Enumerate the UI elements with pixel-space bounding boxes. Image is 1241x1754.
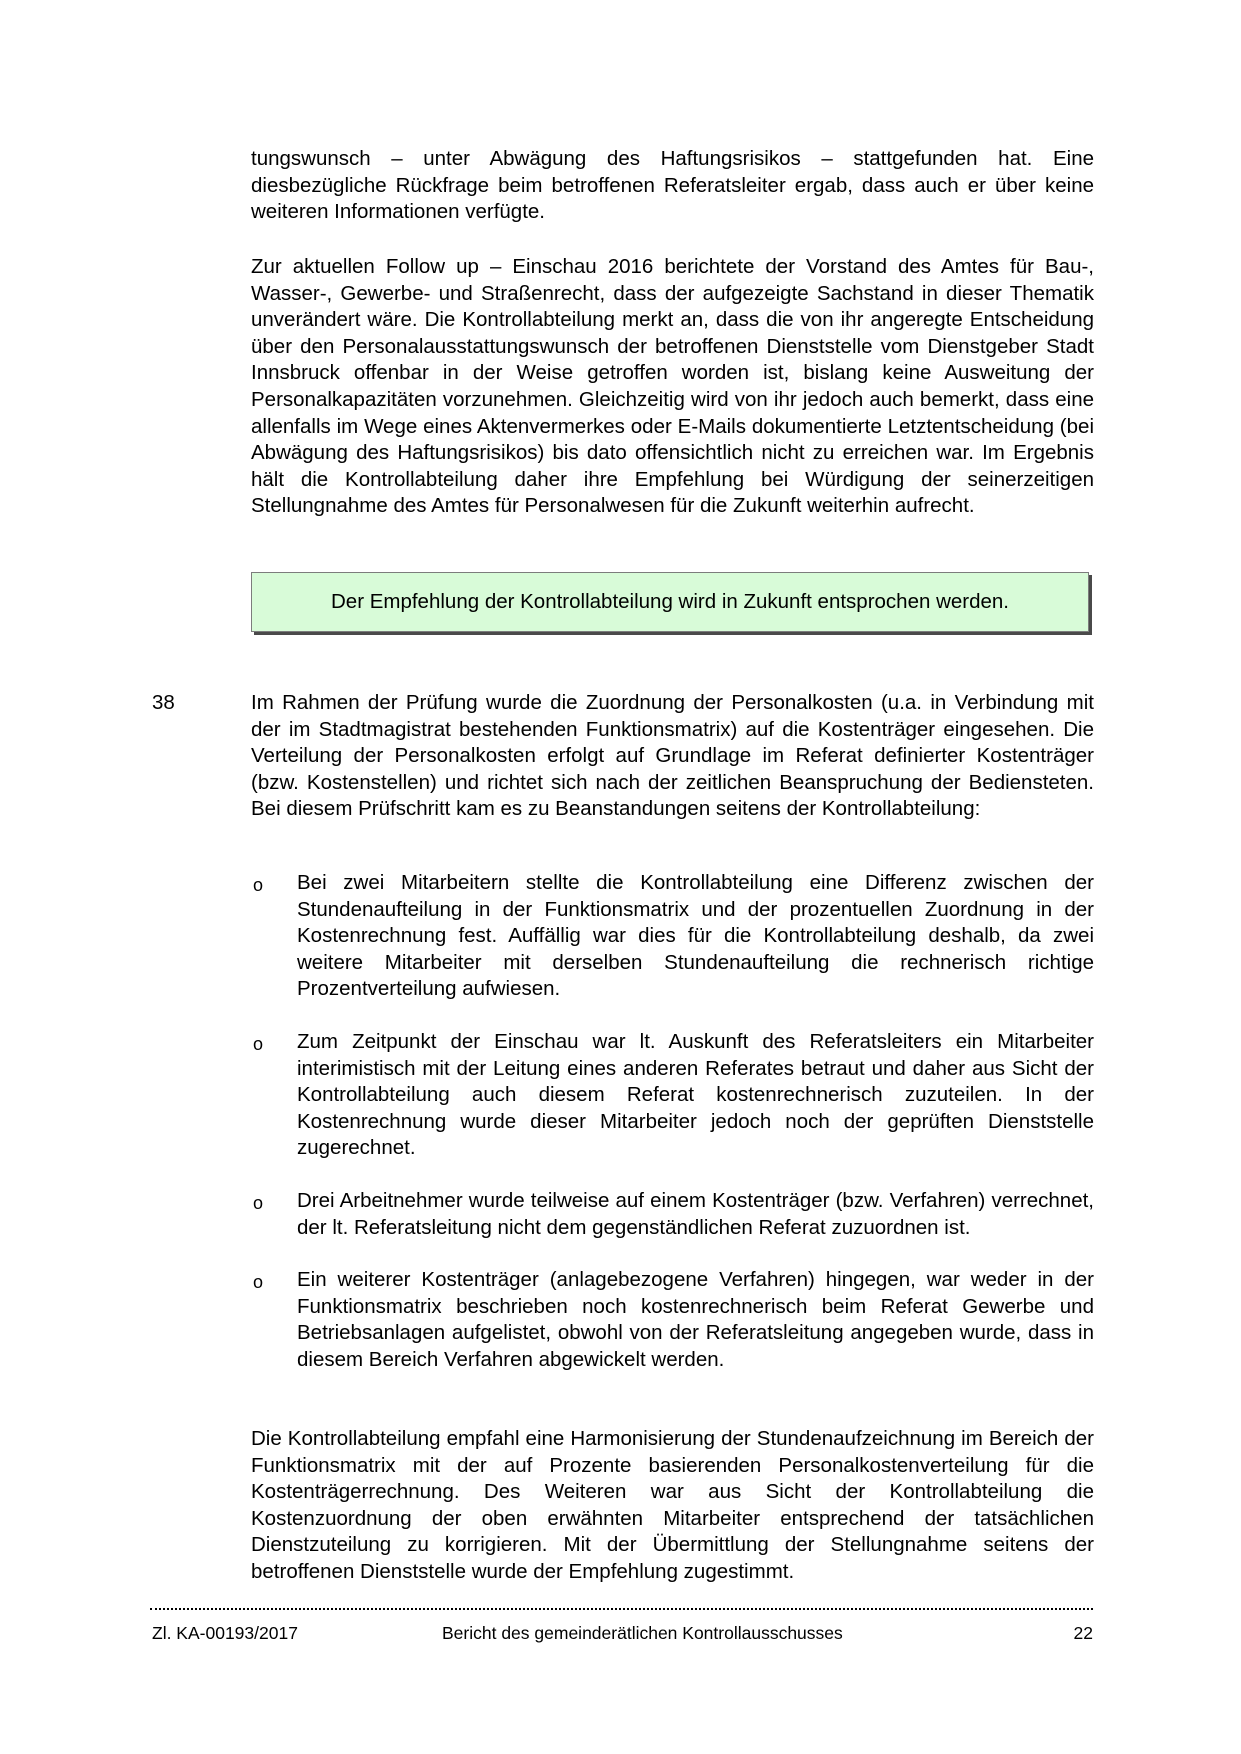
paragraph-section-38: Im Rahmen der Prüfung wurde die Zuordnung der Personalkosten (u.a. in Verbindung mit der im Stadtmagistrat bestehenden Funktionsmatrix) auf die Kostenträger eingesehen. Die Verteilung der Personalkosten erfolgt auf Grundlage im Referat definierter Kostenträger (bzw. Kostenstellen) und richtet sich nach der zeitlichen Beanspruchung der Bediensteten. Bei diesem Prüfschritt kam es zu Beanstandungen seitens der Kontrollabteilung: <box>251 691 1094 821</box>
footer-divider <box>150 1608 1093 1610</box>
bullet-text: Drei Arbeitnehmer wurde teilweise auf einem Kostenträger (bzw. Verfahren) verrechnet, der lt. Referatsleitung nicht dem gegenständlichen Referat zuzuordnen ist. <box>297 1188 1094 1239</box>
paragraph-intro: tungswunsch – unter Abwägung des Haftungsrisikos – stattgefunden hat. Eine diesbezügliche Rückfrage beim betroffenen Referatsleiter ergab, dass auch er über keine weiteren Informationen verfügte. <box>251 147 1094 224</box>
footer-title: Bericht des gemeinderätlichen Kontrollausschusses <box>442 1623 843 1643</box>
bullet-item <box>251 870 1094 1003</box>
recommendation-box <box>251 572 1089 632</box>
bullet-item <box>251 1029 1094 1162</box>
paragraph-closing: Die Kontrollabteilung empfahl eine Harmonisierung der Stundenaufzeichnung im Bereich der Funktionsmatrix mit der auf Prozente basierenden Personalkostenverteilung für die Kostenträgerrechnung. Des Weiteren war aus Sicht der Kontrollabteilung die Kostenzuordnung der oben erwähnten Mitarbeiter entsprechend der tatsächlichen Dienstzuteilung zu korrigieren. Mit der Übermittlung der Stellungnahme seitens der betroffenen Dienststelle wurde der Empfehlung zugestimmt. <box>251 1427 1094 1583</box>
paragraph-follow-up: Zur aktuellen Follow up – Einschau 2016 berichtete der Vorstand des Amtes für Bau-, Wasser-, Gewerbe- und Straßenrecht, dass der aufgezeigte Sachstand in dieser Thematik unverändert wäre. Die Kontrollabteilung merkt an, dass die von ihr angeregte Entscheidung über den Personalausstattungswunsch der betroffenen Dienststelle vom Dienstgeber Stadt Innsbruck offenbar in der Weise getroffen worden ist, bislang keine Ausweitung der Personalkapazitäten vorzunehmen. Gleichzeitig wird von ihr jedoch auch bemerkt, dass eine allenfalls im Wege eines Aktenvermerkes oder E-Mails dokumentierte Letztentscheidung (bei Abwägung des Haftungsrisikos) bis dato offensichtlich nicht zu erreichen war. Im Ergebnis hält die Kontrollabteilung daher ihre Empfehlung bei Würdigung der seinerzeitigen Stellungnahme des Amtes für Personalwesen für die Zukunft weiterhin aufrecht. <box>251 255 1094 518</box>
bullet-marker: o <box>253 1033 264 1054</box>
bullet-item <box>251 1267 1094 1373</box>
bullet-item <box>251 1188 1094 1241</box>
section-number: 38 <box>152 691 175 714</box>
bullet-marker: o <box>253 875 264 895</box>
page-number: 22 <box>1073 1623 1093 1643</box>
bullet-text: Zum Zeitpunkt der Einschau war lt. Auskunft des Referatsleiters ein Mitarbeiter interimistisch mit der Leitung eines anderen Referates betraut und daher aus Sicht der Kontrollabteilung auch diesem Referat kostenrechnerisch zuzuteilen. In der Kostenrechnung wurde dieser Mitarbeiter jedoch noch der geprüften Dienststelle zugerechnet. <box>297 1029 1094 1160</box>
bullet-text: Bei zwei Mitarbeitern stellte die Kontrollabteilung eine Differenz zwischen der Stundenaufteilung in der Funktionsmatrix und der prozentuellen Zuordnung in der Kostenrechnung fest. Auffällig war dies für die Kontrollabteilung deshalb, da zwei weitere Mitarbeiter mit derselben Stundenaufteilung die rechnerisch richtige Prozentverteilung aufwiesen. <box>297 871 1094 1001</box>
bullet-marker: o <box>253 1272 264 1293</box>
bullet-list <box>251 870 1094 1400</box>
footer-reference: Zl. KA-00193/2017 <box>152 1623 298 1643</box>
bullet-marker: o <box>253 1192 264 1213</box>
recommendation-text: Der Empfehlung der Kontrollabteilung wird in Zukunft entsprochen werden. <box>330 590 1010 613</box>
bullet-text: Ein weiterer Kostenträger (anlagebezogene Verfahren) hingegen, war weder in der Funktionsmatrix beschrieben noch kostenrechnerisch beim Referat Gewerbe und Betriebsanlagen aufgelistet, obwohl von der Referatsleitung angegeben wurde, dass in diesem Bereich Verfahren abgewickelt werden. <box>297 1268 1094 1371</box>
